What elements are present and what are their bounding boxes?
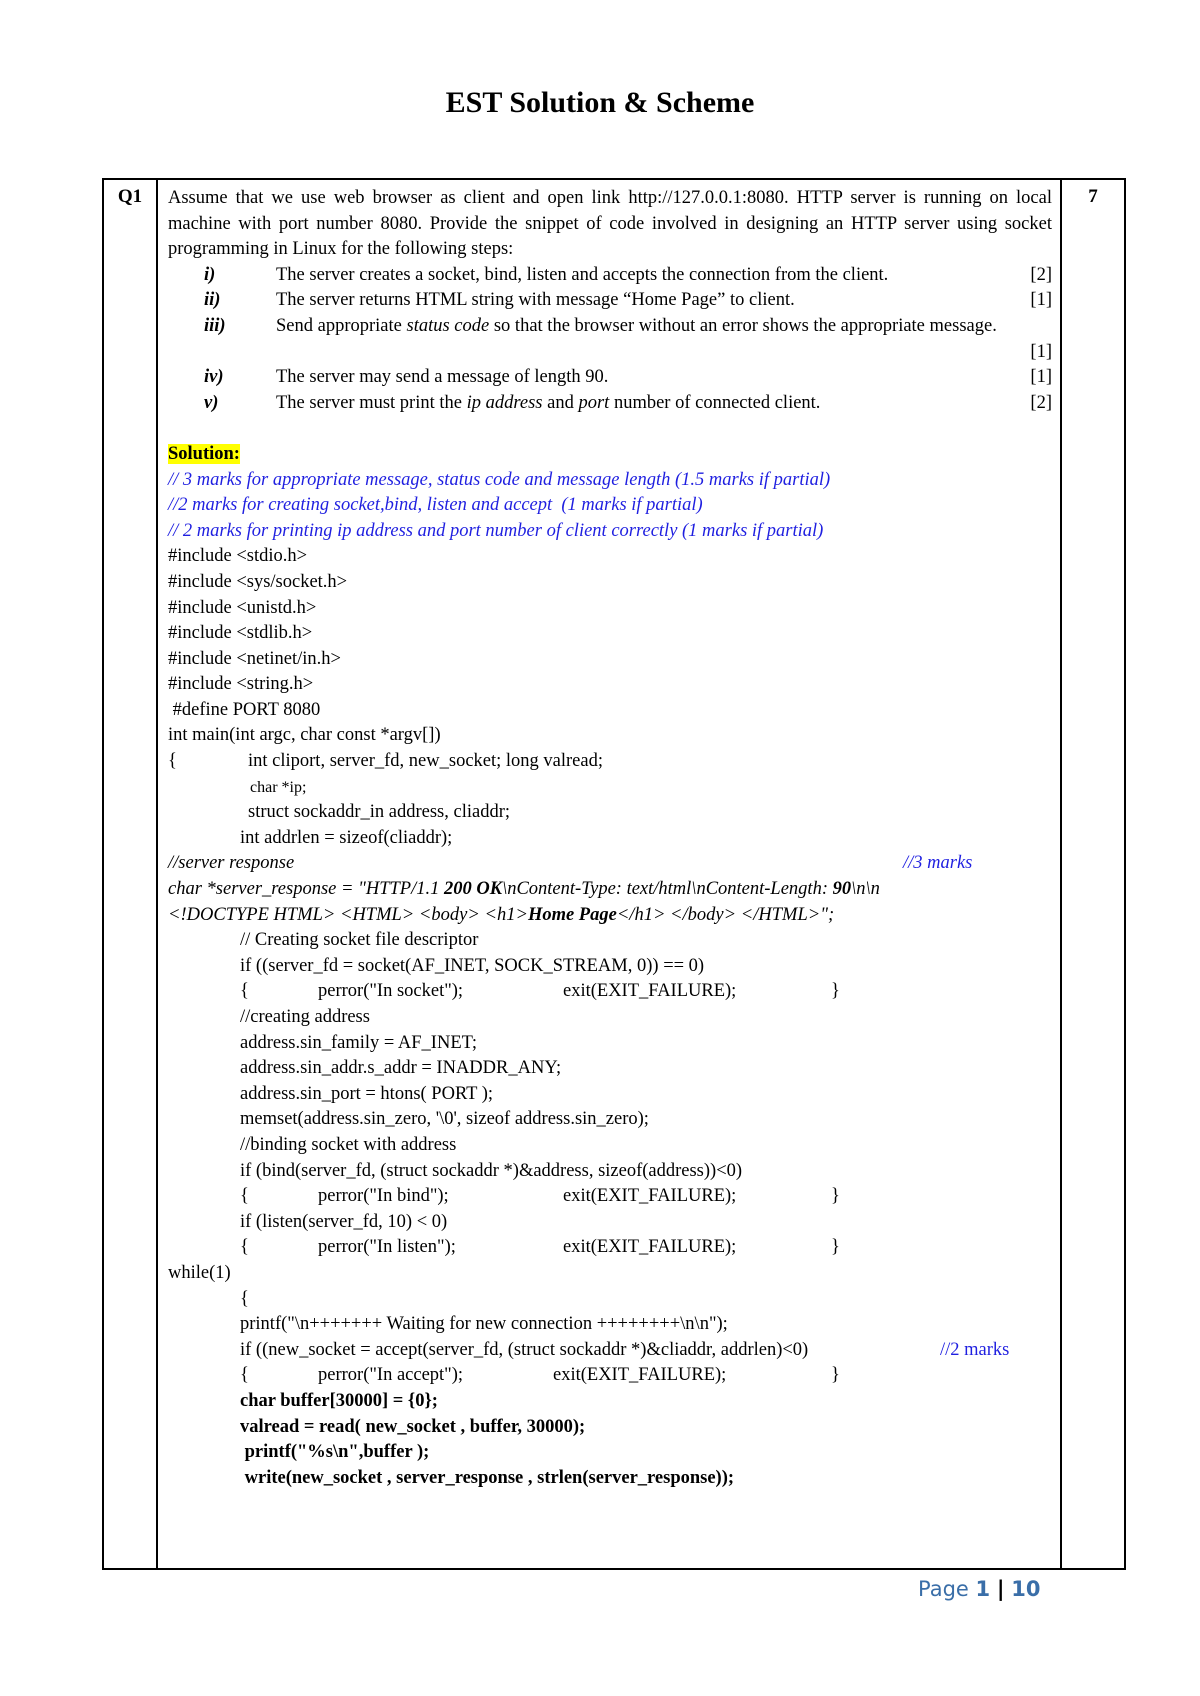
- part-v: [168, 391, 1052, 417]
- part-marks: [2]: [1030, 264, 1052, 285]
- code-line: {: [240, 1288, 249, 1309]
- scheme-comment: // 2 marks for printing ip address and port number of client correctly (1 marks if partial): [168, 520, 824, 541]
- code-line: address.sin_addr.s_addr = INADDR_ANY;: [240, 1058, 562, 1079]
- part-marks: [2]: [1030, 392, 1052, 413]
- code-line: #include <netinet/in.h>: [168, 648, 341, 669]
- part-iii: [168, 314, 1052, 365]
- code-line: while(1): [168, 1262, 231, 1283]
- code-line: { int cliport, server_fd, new_socket; long valread;: [168, 751, 603, 772]
- code-line: //creating address: [240, 1007, 370, 1027]
- solution-label: Solution:: [168, 443, 240, 464]
- code-line: if ((new_socket = accept(server_fd, (struct sockaddr *)&cliaddr, addrlen)<0) //2 marks: [240, 1339, 1010, 1360]
- question-number: Q1: [103, 179, 157, 1569]
- footer-page-number: 1: [975, 1577, 991, 1601]
- part-marks: [1]: [1030, 341, 1052, 362]
- footer-page-total: 10: [1011, 1577, 1041, 1601]
- part-i: [168, 263, 1052, 289]
- code-line: #include <sys/socket.h>: [168, 571, 348, 592]
- code-line: char buffer[30000] = {0};: [240, 1390, 438, 1411]
- code-line: #include <unistd.h>: [168, 597, 317, 618]
- question-table: [102, 178, 1126, 1570]
- code-line: { perror("In socket"); exit(EXIT_FAILURE); }: [240, 981, 840, 1002]
- code-line: if ((server_fd = socket(AF_INET, SOCK_STREAM, 0)) == 0): [240, 955, 705, 976]
- code-line: write(new_socket , server_response , strlen(server_response));: [240, 1467, 735, 1488]
- part-ii: [168, 288, 1052, 314]
- footer-separator: |: [996, 1577, 1005, 1601]
- code-line: <!DOCTYPE HTML> <HTML> <body> <h1>Home Page</h1> </body> </HTML>";: [168, 904, 835, 925]
- code-line: int addrlen = sizeof(cliaddr);: [240, 827, 453, 848]
- part-label: ii): [204, 290, 221, 311]
- code-line: memset(address.sin_zero, '\0', sizeof address.sin_zero);: [240, 1109, 649, 1130]
- page-footer: [918, 1577, 1040, 1601]
- part-label: i): [204, 264, 216, 285]
- code-line: //server response //3 marks: [168, 853, 973, 874]
- code-line: #include <stdlib.h>: [168, 623, 313, 644]
- code-line: { perror("In bind"); exit(EXIT_FAILURE); }: [240, 1186, 840, 1207]
- part-text: The server may send a message of length 90.: [276, 367, 609, 388]
- part-text: The server creates a socket, bind, listen and accepts the connection from the client.: [276, 264, 889, 285]
- code-line: address.sin_family = AF_INET;: [240, 1032, 478, 1053]
- part-text: Send appropriate status code so that the browser without an error shows the appropriate message.: [276, 315, 997, 336]
- code-line: if (listen(server_fd, 10) < 0): [240, 1211, 448, 1232]
- code-line: #define PORT 8080: [168, 699, 321, 720]
- code-line: char *ip;: [250, 778, 307, 796]
- part-marks: [1]: [1030, 367, 1052, 388]
- code-line: //binding socket with address: [240, 1134, 457, 1155]
- code-line: valread = read( new_socket , buffer, 30000);: [240, 1416, 586, 1437]
- code-line: #include <string.h>: [168, 674, 314, 695]
- code-line: printf("%s\n",buffer );: [240, 1442, 430, 1463]
- part-text: The server returns HTML string with message “Home Page” to client.: [276, 290, 795, 311]
- code-line: #include <stdio.h>: [168, 546, 308, 567]
- part-label: iv): [204, 367, 224, 388]
- part-marks: [1]: [1030, 290, 1052, 311]
- question-text: Assume that we use web browser as client and open link http://127.0.0.1:8080. HTTP server is running on local machine with port number 8080. Provide the snippet of code involved in designing an HTTP server using socket programming in Linux for the following steps:: [168, 188, 1052, 260]
- scheme-comment: //2 marks for creating socket,bind, listen and accept (1 marks if partial): [168, 495, 703, 516]
- code-line: int main(int argc, char const *argv[]): [168, 725, 441, 746]
- code-line: char *server_response = "HTTP/1.1 200 OK\nContent-Type: text/html\nContent-Length: 90\n\n: [168, 879, 880, 900]
- code-line: { perror("In accept"); exit(EXIT_FAILURE); }: [240, 1365, 840, 1386]
- part-iv: [168, 365, 1052, 391]
- part-label: v): [204, 392, 219, 413]
- code-line: printf("\n+++++++ Waiting for new connection ++++++++\n\n");: [240, 1314, 728, 1335]
- code-line: address.sin_port = htons( PORT );: [240, 1083, 494, 1104]
- question-body: [157, 179, 1061, 1569]
- code-line: struct sockaddr_in address, cliaddr;: [248, 802, 511, 823]
- footer-page-word: Page: [918, 1577, 969, 1601]
- code-line: if (bind(server_fd, (struct sockaddr *)&address, sizeof(address))<0): [240, 1160, 743, 1181]
- code-line: { perror("In listen"); exit(EXIT_FAILURE); }: [240, 1237, 840, 1258]
- part-label: iii): [204, 315, 226, 336]
- code-line: // Creating socket file descriptor: [240, 930, 479, 951]
- scheme-comment: // 3 marks for appropriate message, status code and message length (1.5 marks if partial): [168, 469, 831, 490]
- question-marks: 7: [1061, 179, 1125, 1569]
- part-text: The server must print the ip address and port number of connected client.: [276, 392, 821, 413]
- page-title: EST Solution & Scheme: [445, 86, 755, 119]
